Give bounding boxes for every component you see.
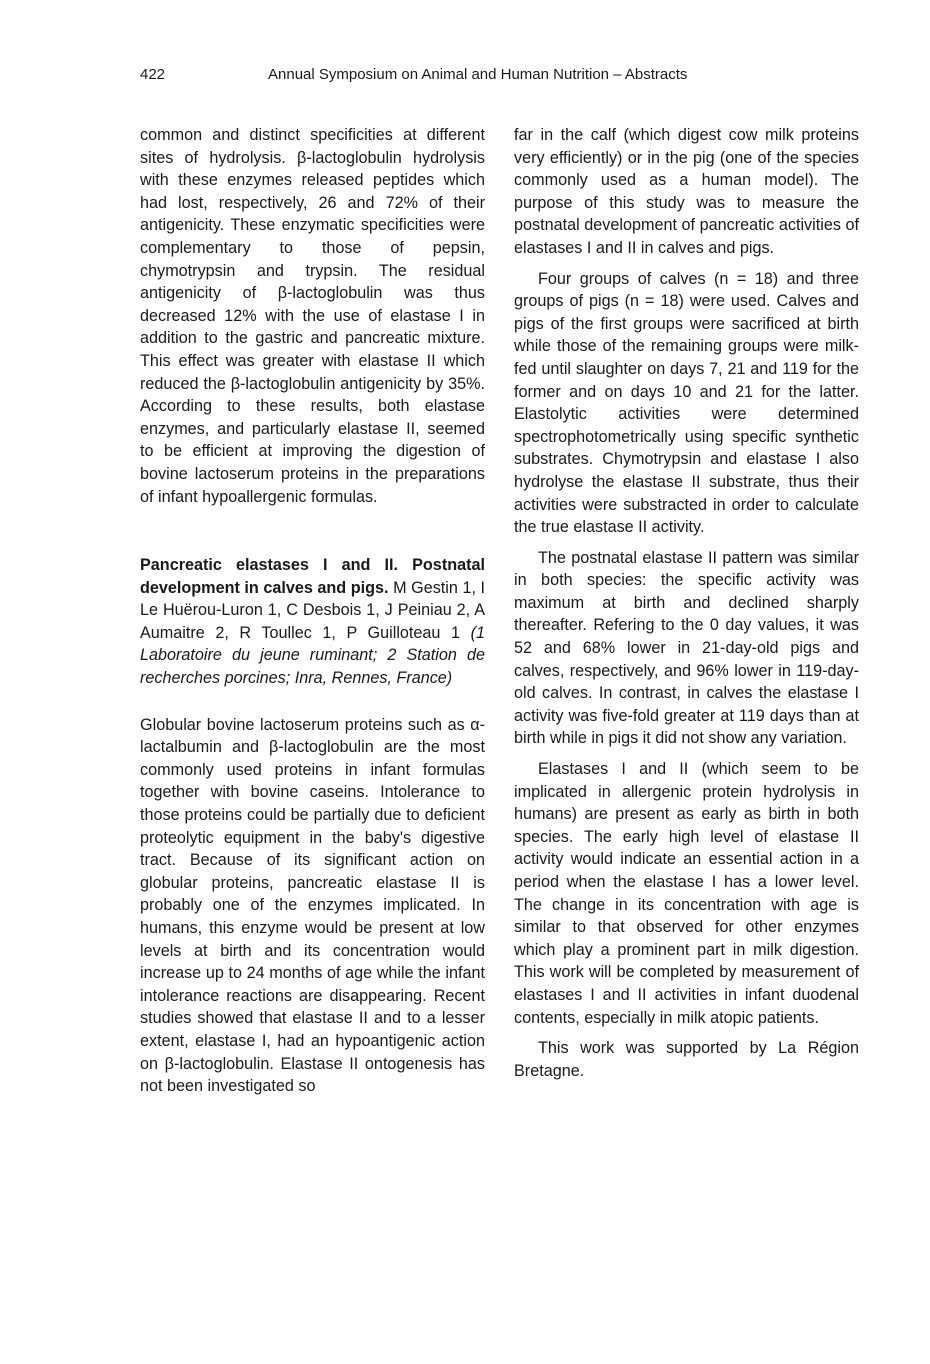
page-number: 422	[140, 66, 166, 83]
body-paragraph-4: Elastases I and II (which seem to be implicated in allergenic protein hydrolysis in humans) are present as early as birth in both species. The early high level of elastase II activity would indicate an essential action in a period when the elastase I has a lower level. The change in its concentration with age is similar to that observed for other enzymes which play a prominent part in milk digestion. This work will be completed by measurement of elastases I and II activities in infant duodenal contents, especially in milk atopic patients.	[514, 760, 859, 1027]
left-column	[140, 124, 485, 1098]
intro-paragraph: Globular bovine lactoserum proteins such as α-lactalbumin and β-lactoglobulin are the most commonly used proteins in infant formulas together with bovine caseins. Intolerance to those proteins could be partially due to deficient proteolytic equipment in the baby's digestive tract. Because of its significant action on globular proteins, pancreatic elastase II is probably one of the enzymes implicated. In humans, this enzyme would be present at low levels at birth and its concentration would increase up to 24 months of age while the infant intolerance reactions are disappearing. Recent studies showed that elastase II and to a lesser extent, elastase I, had an hypoantigenic action on β-lactoglobulin. Elastase II ontogenesis has not been investigated so	[140, 715, 485, 1096]
acknowledgement-paragraph: This work was supported by La Région Bretagne.	[514, 1039, 859, 1080]
continuation-paragraph: common and distinct specificities at different sites of hydrolysis. β-lactoglobulin hydrolysis with these enzymes released peptides which had lost, respectively, 26 and 72% of their antigenicity. These enzymatic specificities were complementary to those of pepsin, chymotrypsin and trypsin. The residual antigenicity of β-lactoglobulin was thus decreased 12% with the use of elastase I in addition to the gastric and pancreatic mixture. This effect was greater with elastase II which reduced the β-lactoglobulin antigenicity by 35%. According to these results, both elastase enzymes, and particularly elastase II, seemed to be efficient at improving the digestion of bovine lactoserum proteins in the preparations of infant hypoallergenic formulas.	[140, 126, 485, 506]
abstract-title: Pancreatic elastases I and II. Postnatal development in calves and pigs.	[140, 556, 485, 597]
page-header	[140, 62, 840, 86]
abstract-heading	[140, 554, 485, 690]
abstract-authors: M Gestin 1, I Le Huërou-Luron 1, C Desbois 1, J Peiniau 2, A Aumaitre 2, R Toullec 1, P Guilloteau 1	[140, 578, 486, 642]
right-column	[514, 124, 859, 1082]
running-title: Annual Symposium on Animal and Human Nutrition – Abstracts	[268, 66, 688, 83]
body-paragraph-3: The postnatal elastase II pattern was similar in both species: the specific activity was maximum at birth and declined sharply thereafter. Refering to the 0 day values, it was 52 and 68% lower in 21-day-old pigs and calves, respectively, and 96% lower in 119-day-old calves. In contrast, in calves the elastase I activity was five-fold greater at 119 days than at birth while in pigs it did not show any variation.	[514, 548, 859, 748]
body-paragraph-2: Four groups of calves (n = 18) and three groups of pigs (n = 18) were used. Calves and pigs of the first groups were sacrificed at birth while those of the remaining groups were milk-fed until slaughter on days 7, 21 and 119 for the former and on days 10 and 21 for the latter. Elastolytic activities were determined spectrophotometrically using specific synthetic substrates. Chymotrypsin and elastase I also hydrolyse the elastase II substrate, thus their activities were substracted in order to calculate the true elastase II activity.	[514, 269, 859, 537]
body-paragraph-1: far in the calf (which digest cow milk proteins very efficiently) or in the pig (one of the species commonly used as a human model). The purpose of this study was to measure the postnatal development of pancreatic activities of elastases I and II in calves and pigs.	[514, 126, 859, 257]
abstract-affiliation: (1 Laboratoire du jeune ruminant; 2 Station de recherches porcines; Inra, Rennes, France)	[140, 623, 485, 688]
